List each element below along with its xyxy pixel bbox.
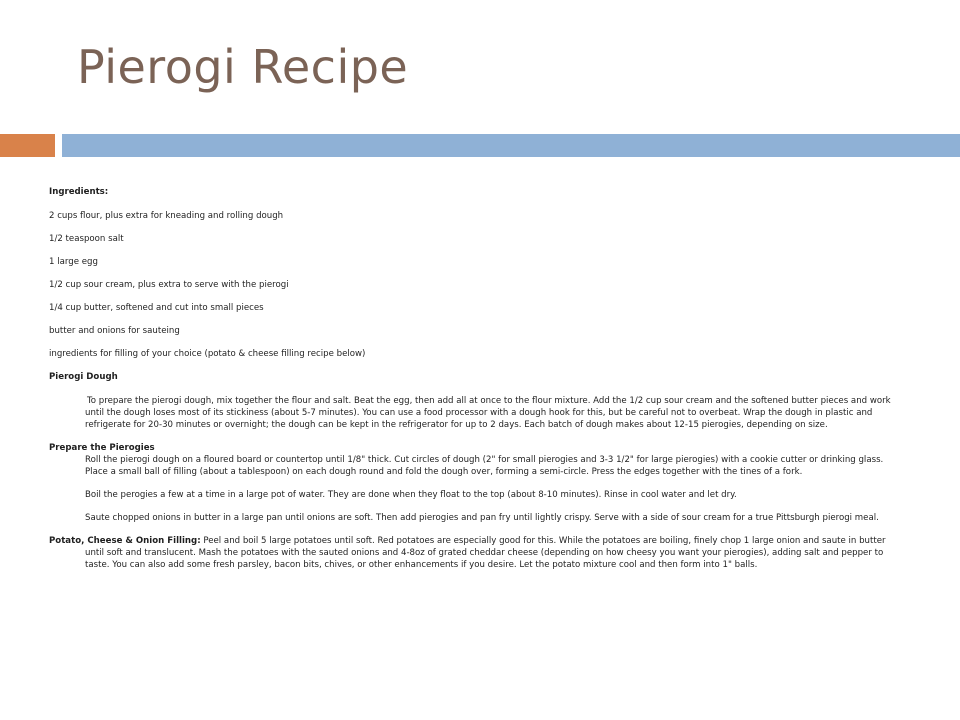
filling-instructions: Peel and boil 5 large potatoes until soft. Red potatoes are especially good for this. While the potatoes are boiling, finely chop 1 large onion and saute in butter until soft and translucent. Mash the potatoes with the sauted onions and 4-8oz of grated cheddar cheese (depending on how cheesy you want your pierogies), adding salt and pepper to taste. You can also add some fresh parsley, bacon bits, chives, or other enhancements if you desire. Let the potato mixture cool and then form into 1" balls. [85, 536, 886, 570]
title-divider-bar [62, 134, 960, 157]
ingredient-item: 1/2 cup sour cream, plus extra to serve with the pierogi [49, 280, 289, 290]
ingredient-item: 1/2 teaspoon salt [49, 234, 124, 244]
filling-heading: Potato, Cheese & Onion Filling: [49, 536, 201, 546]
filling-paragraph [49, 535, 905, 571]
prepare-step: Boil the perogies a few at a time in a large pot of water. They are done when they float to the top (about 8-10 minutes). Rinse in cool water and let dry. [85, 490, 737, 500]
ingredient-item: 1/4 cup butter, softened and cut into small pieces [49, 303, 264, 313]
ingredient-item: ingredients for filling of your choice (potato & cheese filling recipe below) [49, 349, 366, 359]
prepare-step: Saute chopped onions in butter in a large pan until onions are soft. Then add pierogies and pan fry until lightly crispy. Serve with a side of sour cream for a true Pittsburgh pierogi meal. [85, 513, 879, 523]
ingredient-item: 2 cups flour, plus extra for kneading and rolling dough [49, 211, 284, 221]
ingredient-item: 1 large egg [49, 257, 98, 267]
ingredients-heading: Ingredients: [49, 187, 109, 197]
ingredient-item: butter and onions for sauteing [49, 326, 180, 336]
title-accent-bar [0, 134, 55, 157]
prepare-step: Roll the pierogi dough on a floured board or countertop until 1/8" thick. Cut circles of dough (2" for small pierogies and 3-3 1/2" for large pierogies) with a cookie cutter or drinking glass. Place a small ball of filling (about a tablespoon) on each dough round and fold the dough over, forming a semi-circle. Press the edges together with the tines of a fork. [85, 455, 884, 477]
dough-heading: Pierogi Dough [49, 372, 118, 382]
recipe-body [49, 186, 905, 571]
dough-instructions: To prepare the pierogi dough, mix together the flour and salt. Beat the egg, then add all at once to the flour mixture. Add the 1/2 cup sour cream and the softened butter pieces and work until the dough loses most of its stickiness (about 5-7 minutes). You can use a food processor with a dough hook for this, but be careful not to overbeat. Wrap the dough in plastic and refrigerate for 20-30 minutes or overnight; the dough can be kept in the refrigerator for up to 2 days. Each batch of dough makes about 12-15 pierogies, depending on size. [85, 396, 891, 430]
prepare-heading: Prepare the Pierogies [49, 443, 155, 453]
slide-title: Pierogi Recipe [77, 40, 409, 94]
